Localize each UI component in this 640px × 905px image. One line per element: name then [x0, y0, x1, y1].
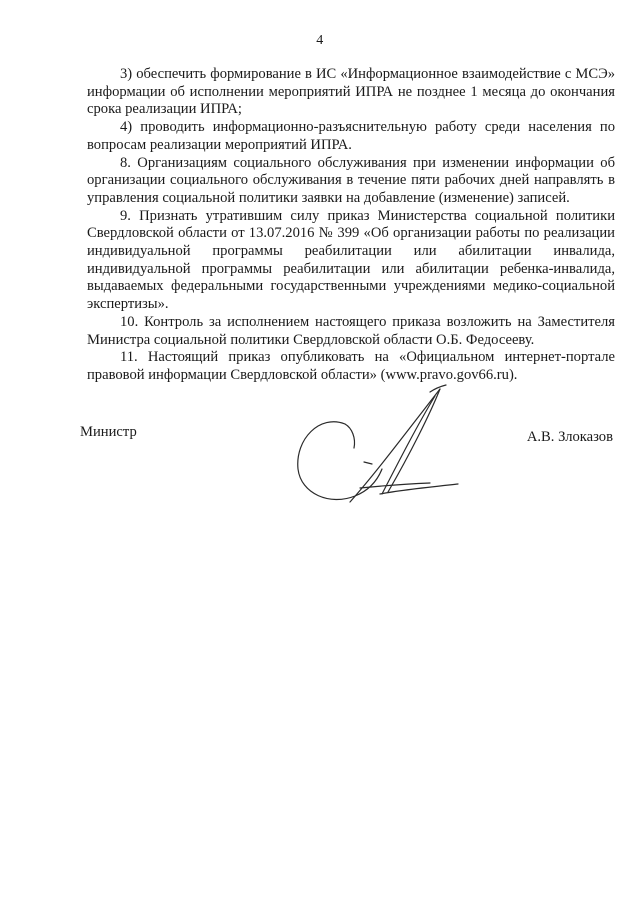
paragraph-8: 8. Организациям социального обслуживания при изменении информации об организации социального обслуживания в течение пяти рабочих дней направлять в управления социальной политики заявки на добавление (изменение) записей. [87, 154, 615, 206]
paragraph-11: 11. Настоящий приказ опубликовать на «Официальном интернет-портале правовой информации Свердловской области» (www.pravo.gov66.ru). [87, 349, 615, 383]
paragraph-10: 10. Контроль за исполнением настоящего приказа возложить на Заместителя Министра социальной политики Свердловской области О.Б. Федосееву. [87, 313, 615, 348]
signatory-role: Министр [80, 424, 137, 440]
paragraph-4: 4) проводить информационно-разъяснительную работу среди населения по вопросам реализации мероприятий ИПРА. [87, 119, 615, 153]
paragraph-3: 3) обеспечить формирование в ИС «Информационное взаимодействие с МСЭ» информации об исполнении мероприятий ИПРА не позднее 1 месяца до окончания срока реализации ИПРА; [87, 66, 615, 118]
signatory-name: А.В. Злоказов [526, 429, 613, 445]
page-number: 4 [316, 33, 324, 48]
document-body [87, 66, 615, 385]
handwritten-signature [290, 384, 460, 524]
paragraph-9: 9. Признать утратившим силу приказ Министерства социальной политики Свердловской области от 13.07.2016 № 399 «Об организации работы по реализации индивидуальной программы реабилитации или абилитации инвалида, индивидуальной программы реабилитации или абилитации ребенка-инвалида, выдаваемых федеральными государственными учреждениями медико-социальной экспертизы». [87, 207, 615, 313]
